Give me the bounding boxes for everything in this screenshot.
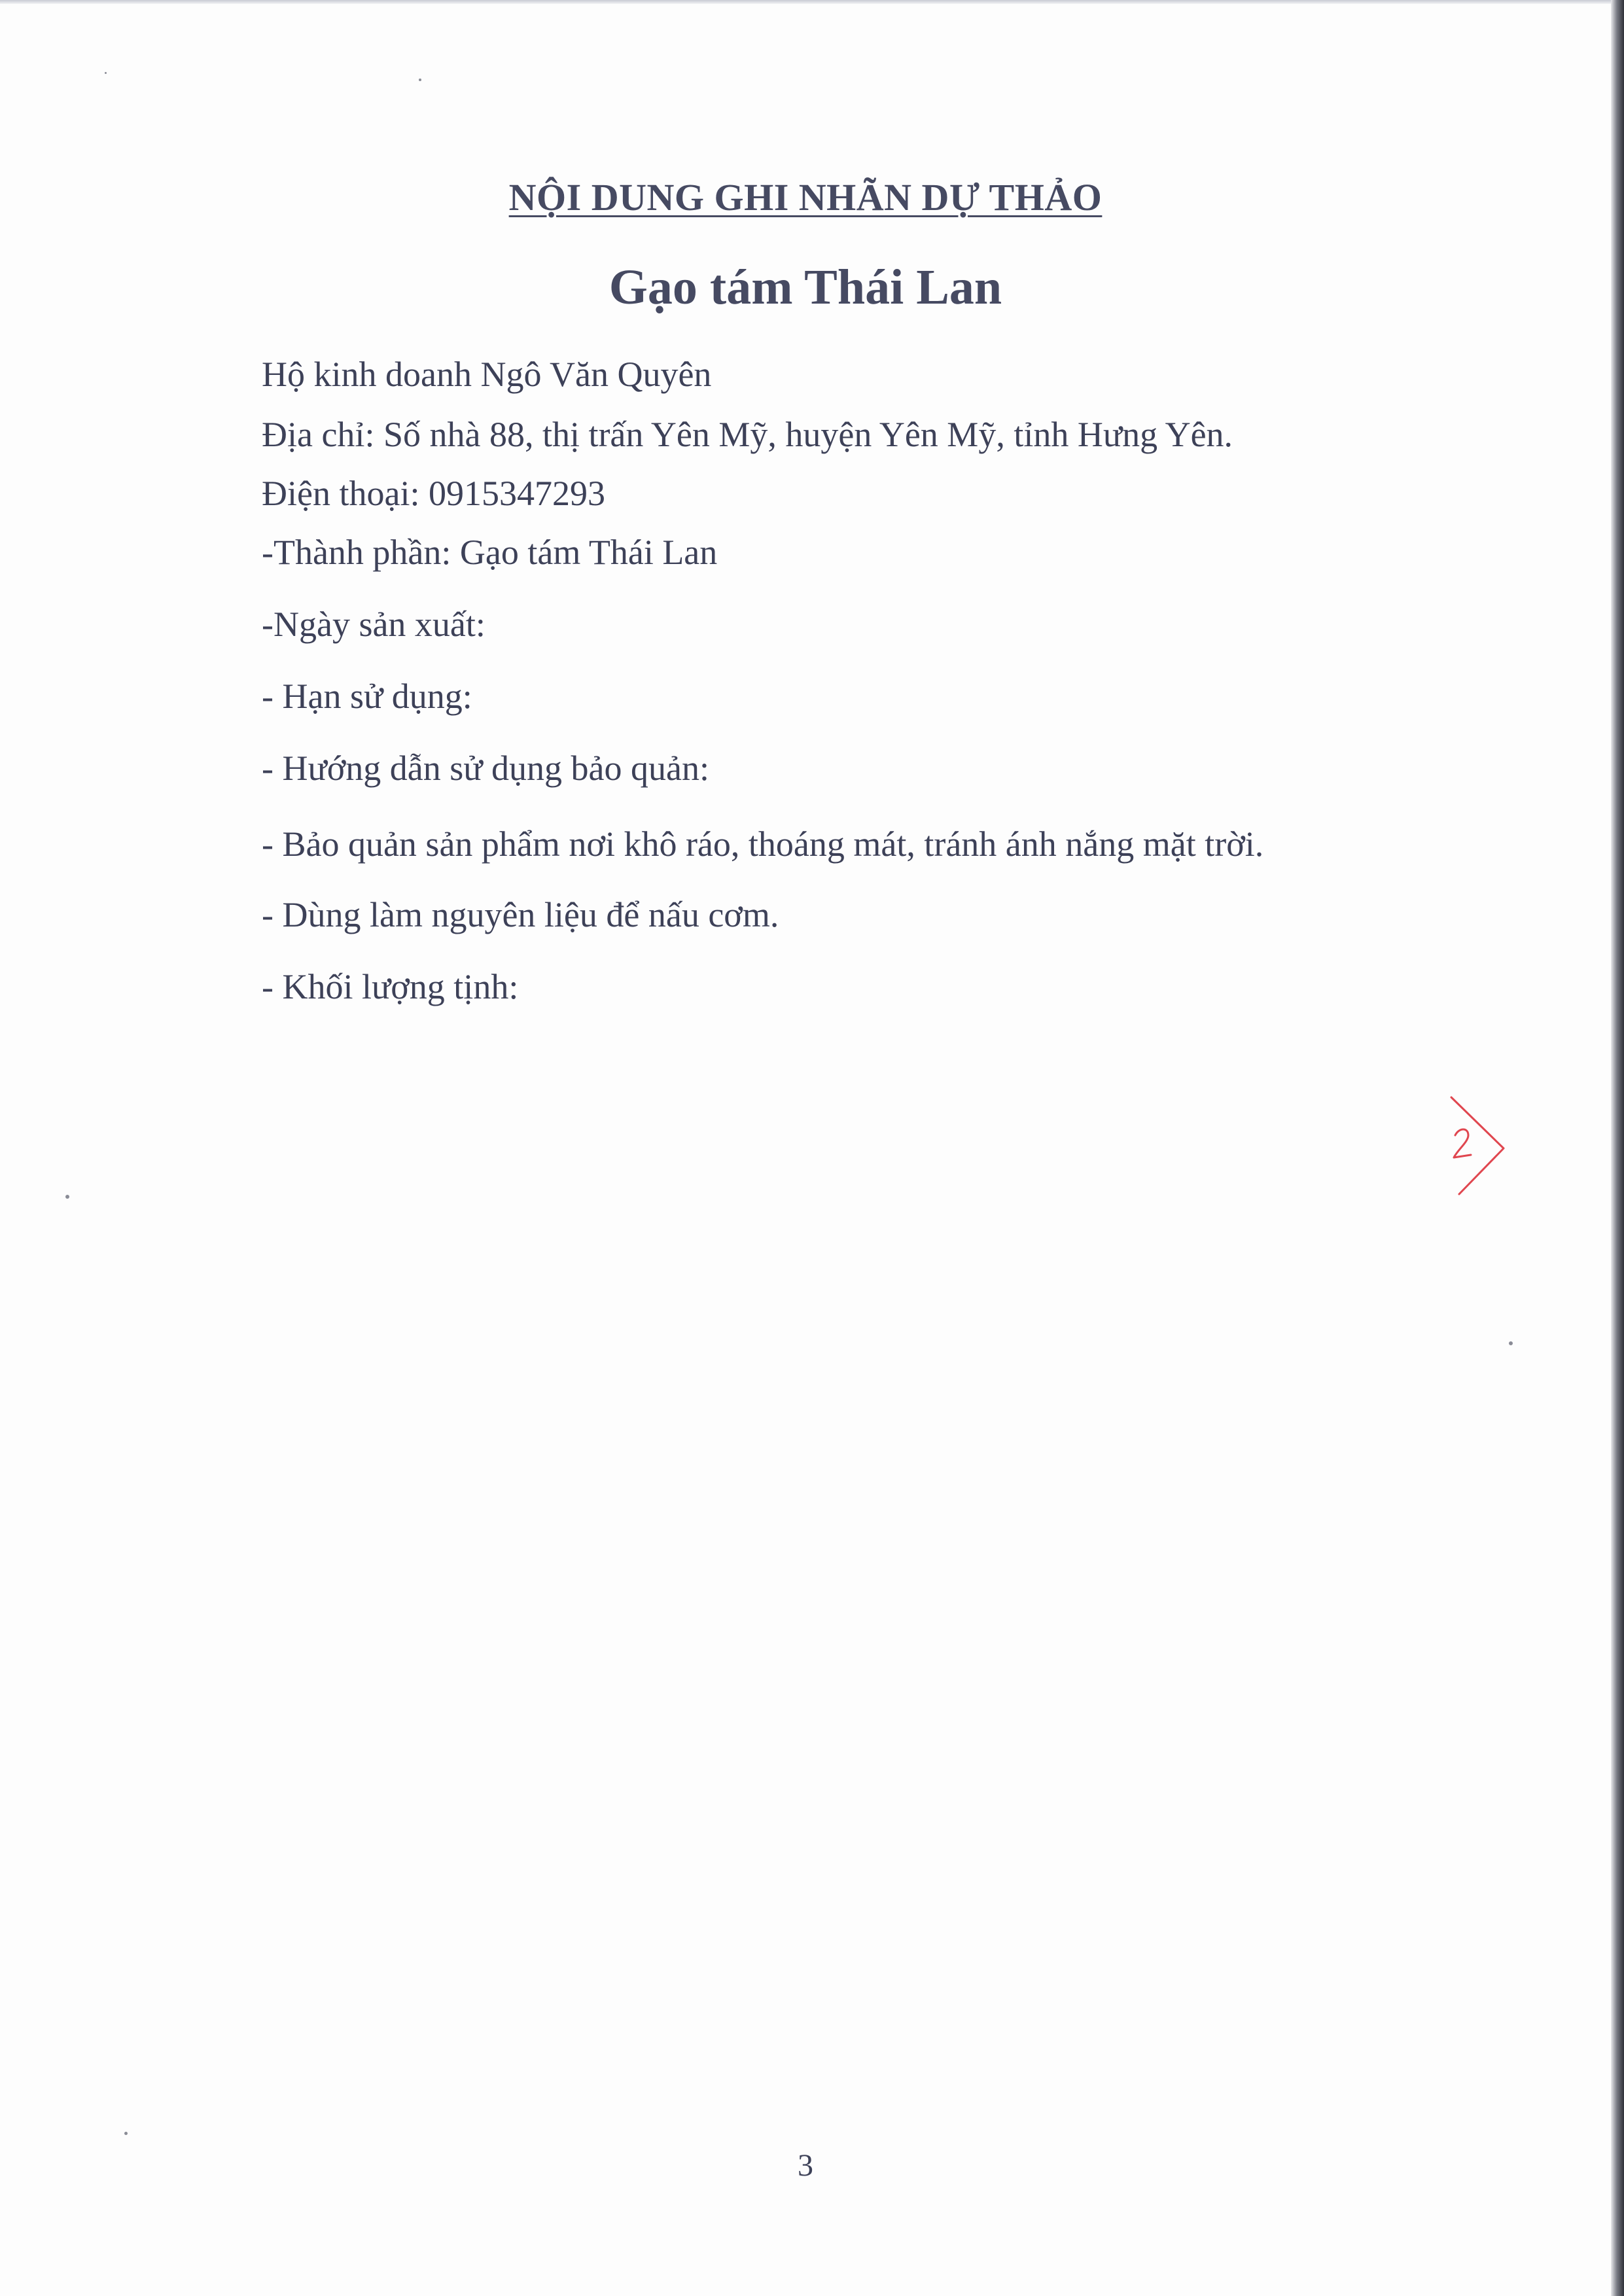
scan-speck (419, 79, 421, 81)
business-name-line: Hộ kinh doanh Ngô Văn Quyên (262, 355, 712, 394)
handwritten-margin-mark (1439, 1089, 1511, 1201)
scan-right-edge (1611, 0, 1624, 2296)
scan-speck (105, 72, 107, 74)
net-weight-line: - Khối lượng tịnh: (262, 967, 519, 1006)
expiry-date-line: - Hạn sử dụng: (262, 677, 472, 716)
ingredients-line: -Thành phần: Gạo tám Thái Lan (262, 533, 718, 572)
phone-line: Điện thoại: 0915347293 (262, 474, 605, 513)
usage-instructions-line: - Hướng dẫn sử dụng bảo quản: (262, 749, 709, 788)
scan-speck (124, 2132, 128, 2135)
storage-instructions-line: - Bảo quản sản phẩm nơi khô ráo, thoáng mát, tránh ánh nắng mặt trời. (262, 824, 1264, 864)
document-heading: NỘI DUNG GHI NHÃN DỰ THẢO (508, 176, 1103, 219)
production-date-line: -Ngày sản xuất: (262, 605, 485, 644)
scan-speck (1509, 1341, 1513, 1345)
scan-speck (65, 1195, 69, 1199)
address-line: Địa chỉ: Số nhà 88, thị trấn Yên Mỹ, huyện Yên Mỹ, tỉnh Hưng Yên. (262, 415, 1233, 454)
page-number: 3 (798, 2148, 813, 2183)
usage-purpose-line: - Dùng làm nguyên liệu để nấu cơm. (262, 895, 779, 934)
product-title: Gạo tám Thái Lan (609, 260, 1002, 315)
